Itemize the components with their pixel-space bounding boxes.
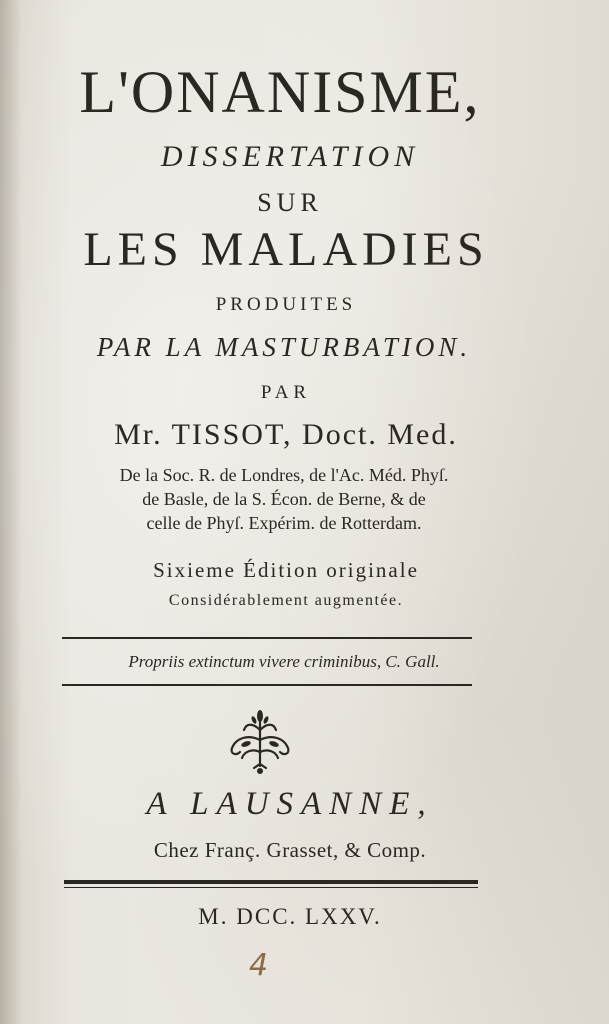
edition-line-1: Sixieme Édition originale	[153, 558, 419, 582]
divider-top	[62, 637, 472, 639]
floral-fleuron-icon	[224, 708, 296, 778]
affiliation-line-2: de Basle, de la S. Écon. de Berne, & de	[142, 489, 426, 509]
edition-line-2: Considérablement augmentée.	[168, 592, 404, 609]
publication-place: A LAUSANNE,	[146, 786, 434, 822]
subtitle-masturbation: PAR LA MASTURBATION.	[96, 332, 472, 362]
double-rule-thin	[64, 887, 478, 888]
affiliation-line-1: De la Soc. R. de Londres, de l'Ac. Méd. Phyſ.	[119, 465, 449, 485]
subtitle-sur: SUR	[257, 188, 323, 217]
main-title: L'ONANISME,	[79, 59, 481, 125]
latin-motto: Propriis extinctum vivere criminibus, C. Gall.	[128, 652, 440, 671]
publication-year: M. DCC. LXXV.	[198, 904, 382, 929]
handwritten-pencil-mark: 4	[249, 948, 269, 983]
double-rule-thick	[64, 880, 478, 884]
printer-name: Chez Franç. Grasset, & Comp.	[153, 838, 427, 862]
subtitle-maladies: LES MALADIES	[83, 223, 489, 276]
affiliation-line-3: celle de Phyſ. Expérim. de Rotterdam.	[146, 513, 422, 533]
subtitle-produites: PRODUITES	[215, 294, 357, 315]
divider-bottom	[62, 684, 472, 686]
subtitle-dissertation: DISSERTATION	[160, 140, 420, 173]
by-line: PAR	[260, 382, 312, 403]
author-name: Mr. TISSOT, Doct. Med.	[114, 418, 458, 451]
